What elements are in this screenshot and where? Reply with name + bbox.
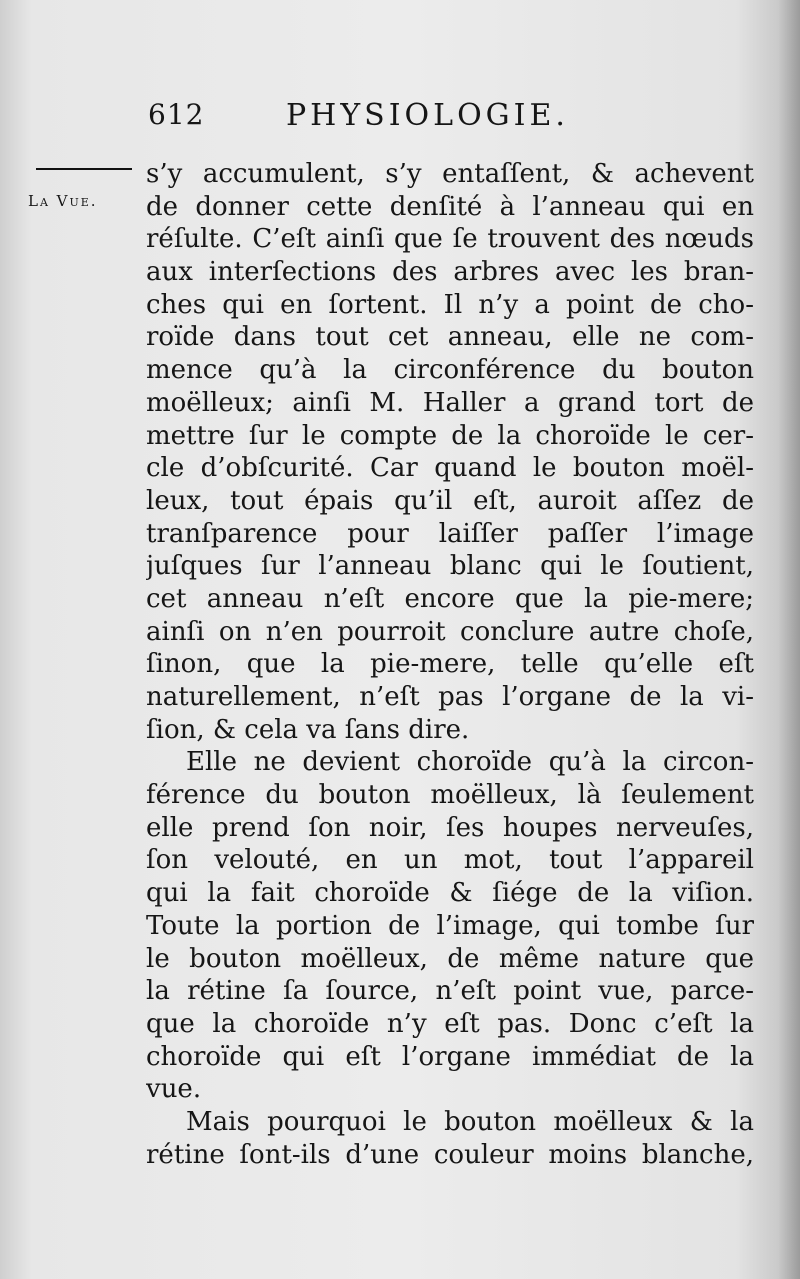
text-line: ſinon, que la pie-mere, telle qu’elle eſt [146,649,754,680]
margin-rule [36,168,132,170]
text-line: de donner cette denſité à l’anneau qui en [146,191,754,222]
text-line: juſques ſur l’anneau blanc qui le ſoutient, [146,551,754,582]
text-line: qui la fait choroïde & ſiége de la viſion. [146,878,754,909]
text-line: vue. [146,1074,202,1105]
text-line: aux interſections des arbres avec les bran- [146,257,754,288]
text-line: cet anneau n’eſt encore que la pie-mere; [146,583,754,614]
text-line: rétine ſont-ils d’une couleur moins blanche, [146,1139,754,1170]
text-line: moëlleux; ainſi M. Haller a grand tort de [146,387,754,418]
text-line: roïde dans tout cet anneau, elle ne com- [146,322,754,353]
text-line: naturellement, n’eſt pas l’organe de la vi- [146,682,754,712]
page-edge-shadow [778,0,800,1279]
text-line: leux, tout épais qu’il eſt, auroit aſſez de [146,485,754,516]
page-header [148,98,618,142]
text-line: ſion, & cela va ſans dire. [146,714,470,745]
text-line: mettre ſur le compte de la choroïde le cer- [146,420,754,451]
text-line: férence du bouton moëlleux, là ſeulement [146,780,754,811]
text-line: mence qu’à la circonférence du bouton [146,355,754,386]
text-line: Elle ne devient choroïde qu’à la circon- [186,747,754,778]
text-line: choroïde qui eſt l’organe immédiat de la [146,1041,754,1072]
running-head: PHYSIOLOGIE. [286,98,569,133]
text-line: s’y accumulent, s’y entaſſent, & achevent [146,159,754,189]
page-number: 612 [148,98,205,131]
text-line: tranſparence pour laiſſer paſſer l’image [146,518,754,549]
text-line: le bouton moëlleux, de même nature que [146,943,754,974]
text-line: elle prend ſon noir, ſes houpes nerveuſes, [146,812,754,843]
text-line: ches qui en ſortent. Il n’y a point de cho- [146,289,754,320]
text-line: ſon velouté, en un mot, tout l’appareil [146,845,754,876]
text-line: réſulte. C’eſt ainſi que ſe trouvent des nœuds [146,224,754,255]
text-line: ainſi on n’en pourroit conclure autre choſe, [146,616,754,647]
text-line: Mais pourquoi le bouton moëlleux & la [186,1106,754,1137]
text-line: Toute la portion de l’image, qui tombe ſur [146,910,754,941]
text-line: la rétine ſa ſource, n’eſt point vue, parce- [146,976,754,1007]
text-line: cle d’obſcurité. Car quand le bouton moël- [146,453,754,484]
marginal-note: La Vue. [28,192,98,210]
text-line: que la choroïde n’y eſt pas. Donc c’eſt la [146,1008,754,1039]
body-text [146,158,754,1171]
